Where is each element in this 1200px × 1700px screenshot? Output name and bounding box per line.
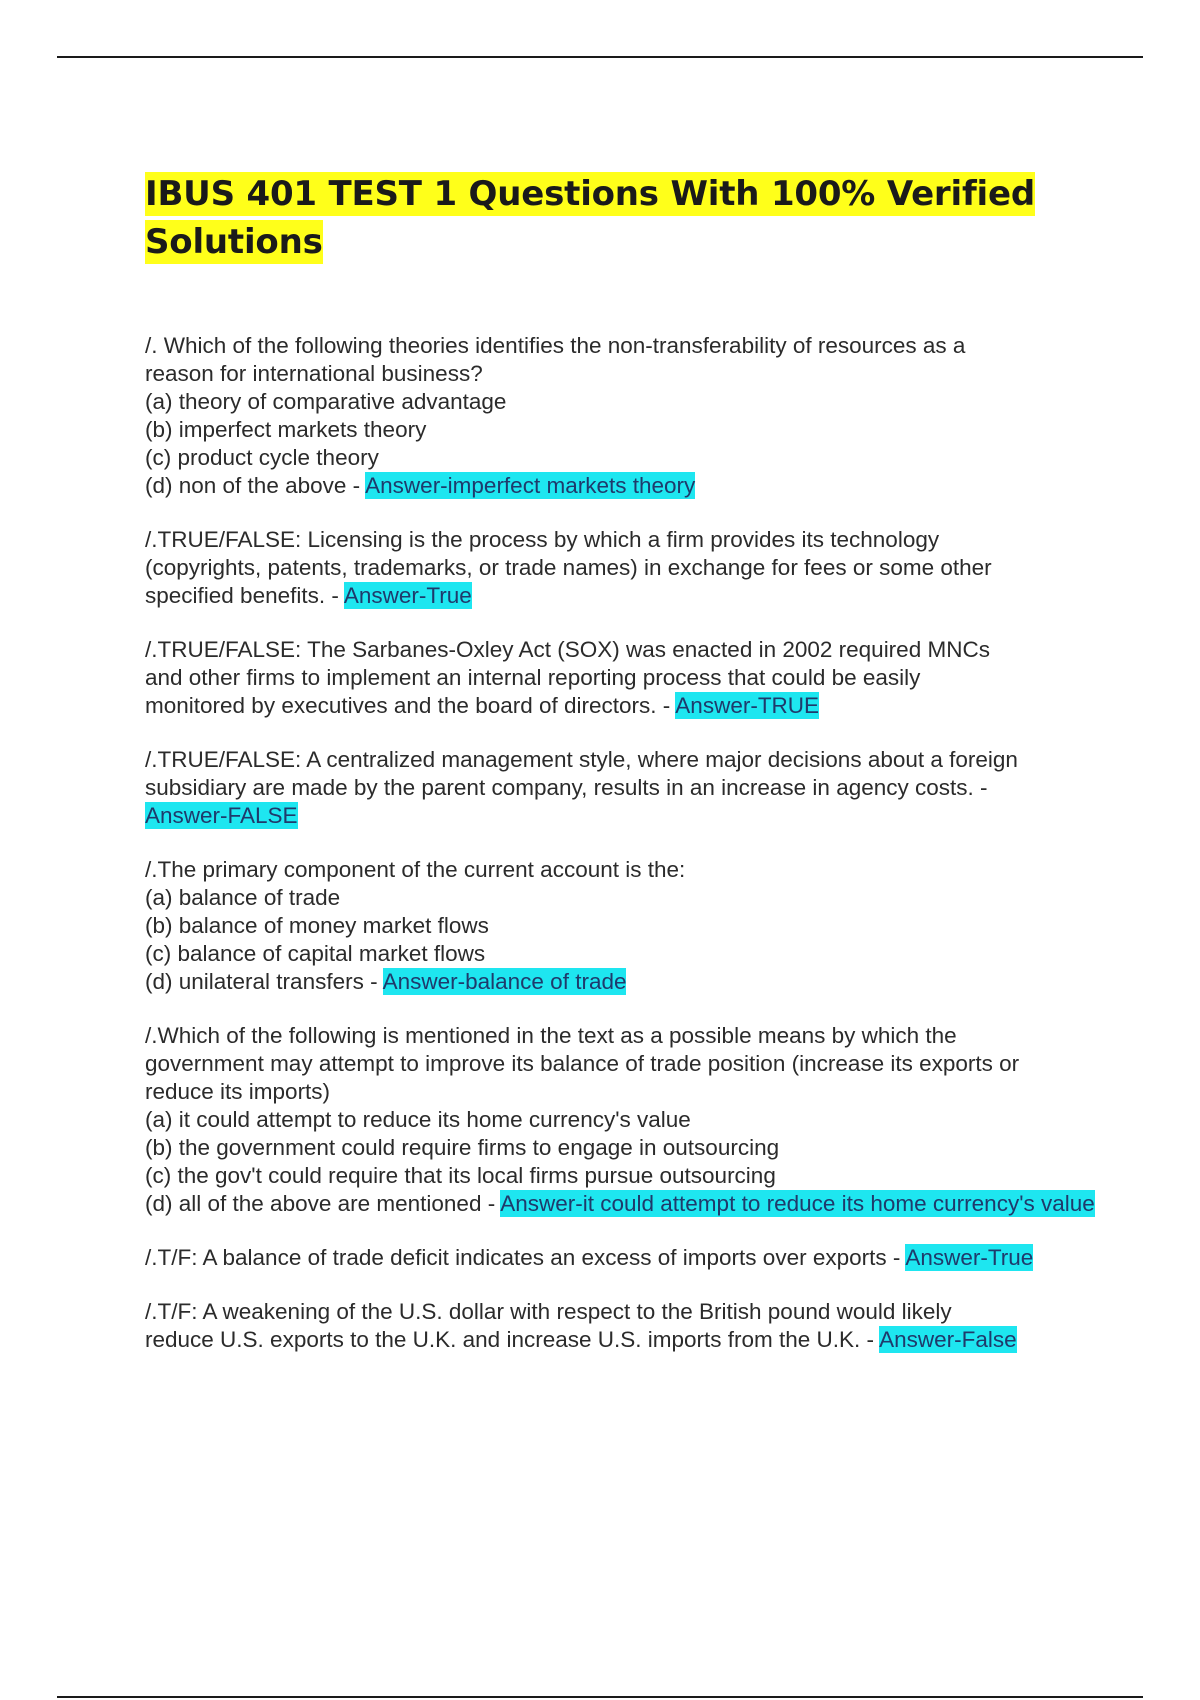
question-text: reason for international business? xyxy=(145,361,483,386)
question-text: /.TRUE/FALSE: The Sarbanes-Oxley Act (SOX) was enacted in 2002 required MNCs xyxy=(145,637,990,662)
question-8 xyxy=(145,1298,1095,1354)
document-body xyxy=(145,170,1095,1380)
option-c: (c) product cycle theory xyxy=(145,445,379,470)
option-d: (d) non of the above - xyxy=(145,473,366,498)
question-text: /.Which of the following is mentioned in the text as a possible means by which the xyxy=(145,1023,957,1048)
question-text: reduce U.S. exports to the U.K. and increase U.S. imports from the U.K. - xyxy=(145,1327,880,1352)
option-b: (b) the government could require firms to engage in outsourcing xyxy=(145,1135,780,1160)
question-text: monitored by executives and the board of directors. - xyxy=(145,693,676,718)
question-text: reduce its imports) xyxy=(145,1079,331,1104)
question-list xyxy=(145,332,1095,1354)
top-rule xyxy=(57,56,1143,58)
question-4 xyxy=(145,746,1095,830)
question-text: /. Which of the following theories identifies the non-transferability of resources as a xyxy=(145,333,966,358)
option-a: (a) theory of comparative advantage xyxy=(145,389,507,414)
option-d: (d) unilateral transfers - xyxy=(145,969,383,994)
option-b: (b) imperfect markets theory xyxy=(145,417,427,442)
option-c: (c) balance of capital market flows xyxy=(145,941,486,966)
answer-highlight: Answer-True xyxy=(905,1245,1034,1270)
answer-highlight: Answer-imperfect markets theory xyxy=(365,473,696,498)
answer-highlight: Answer-True xyxy=(343,583,472,608)
question-text: and other firms to implement an internal reporting process that could be easily xyxy=(145,665,921,690)
title-line-1: IBUS 401 TEST 1 Questions With 100% Verified xyxy=(145,174,1035,214)
question-7 xyxy=(145,1244,1095,1272)
question-5 xyxy=(145,856,1095,996)
question-text: /.T/F: A weakening of the U.S. dollar with respect to the British pound would likely xyxy=(145,1299,952,1324)
answer-highlight: Answer-balance of trade xyxy=(382,969,627,994)
question-text: /.TRUE/FALSE: Licensing is the process by which a firm provides its technology xyxy=(145,527,940,552)
answer-highlight: Answer-False xyxy=(879,1327,1017,1352)
question-6 xyxy=(145,1022,1095,1218)
option-a: (a) it could attempt to reduce its home currency's value xyxy=(145,1107,691,1132)
question-text: /.TRUE/FALSE: A centralized management style, where major decisions about a foreign xyxy=(145,747,1018,772)
option-b: (b) balance of money market flows xyxy=(145,913,489,938)
bottom-rule xyxy=(57,1696,1143,1698)
option-a: (a) balance of trade xyxy=(145,885,341,910)
question-text: /.The primary component of the current account is the: xyxy=(145,857,686,882)
title-line-2: Solutions xyxy=(145,222,323,262)
question-text: government may attempt to improve its balance of trade position (increase its exports or xyxy=(145,1051,1020,1076)
question-1 xyxy=(145,332,1095,500)
question-text: subsidiary are made by the parent company, results in an increase in agency costs. - xyxy=(145,775,988,800)
question-3 xyxy=(145,636,1095,720)
answer-highlight: Answer-TRUE xyxy=(675,693,820,718)
question-text: specified benefits. - xyxy=(145,583,344,608)
answer-highlight: Answer-it could attempt to reduce its home currency's value xyxy=(500,1191,1095,1216)
answer-highlight: Answer-FALSE xyxy=(145,803,298,828)
option-c: (c) the gov't could require that its local firms pursue outsourcing xyxy=(145,1163,776,1188)
document-title xyxy=(145,170,1095,266)
question-2 xyxy=(145,526,1095,610)
question-text: (copyrights, patents, trademarks, or trade names) in exchange for fees or some other xyxy=(145,555,992,580)
question-text: /.T/F: A balance of trade deficit indicates an excess of imports over exports - xyxy=(145,1245,906,1270)
option-d: (d) all of the above are mentioned - xyxy=(145,1191,501,1216)
